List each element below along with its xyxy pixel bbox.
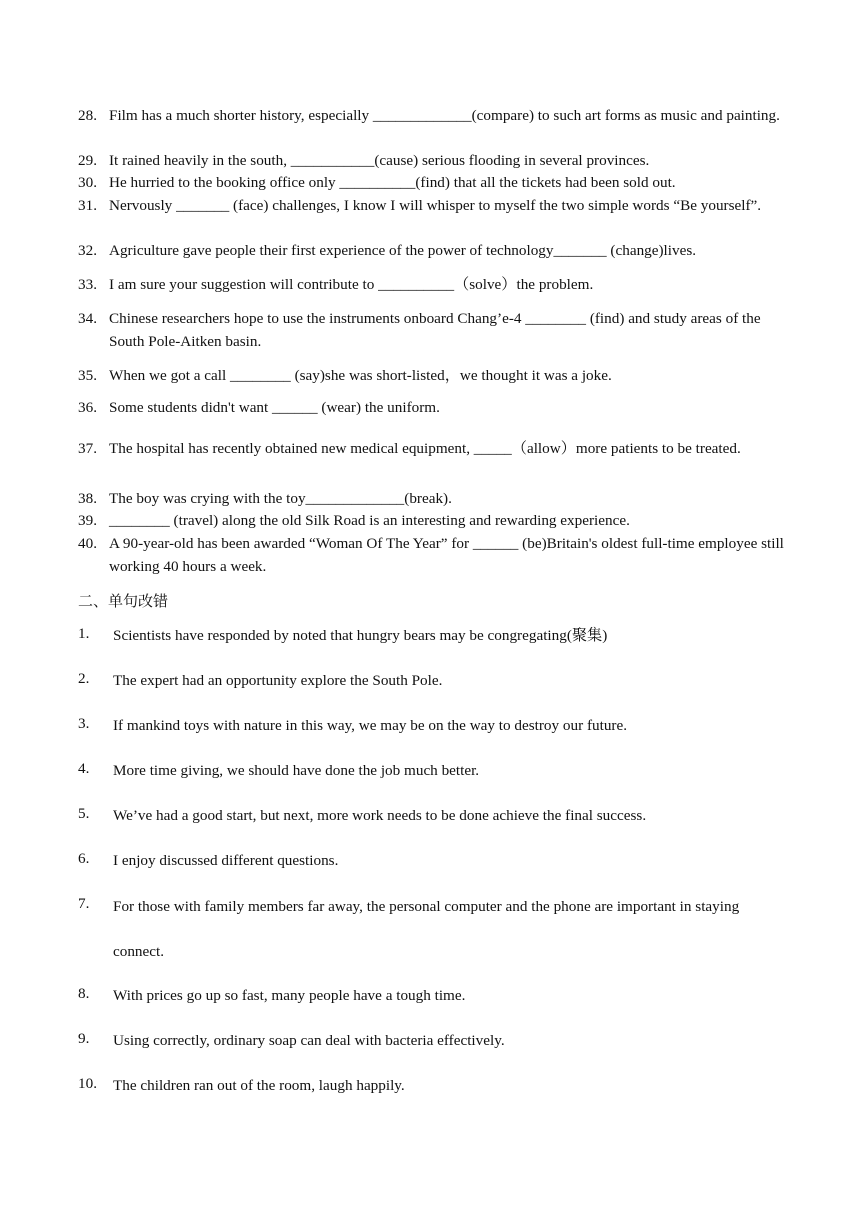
question-number: 28. — [78, 107, 97, 124]
correction-4 — [78, 760, 788, 782]
question-text: Nervously _______ (face) challenges, I know I will whisper to myself the two simple words “Be yourself”. — [109, 197, 762, 214]
question-38 — [78, 488, 788, 511]
question-number: 34. — [78, 310, 97, 327]
question-40 — [78, 533, 788, 578]
question-text: He hurried to the booking office only __________(find) that all the tickets had been sold out. — [109, 174, 676, 191]
question-text: The boy was crying with the toy_____________(break). — [109, 490, 452, 507]
question-text: I am sure your suggestion will contribute to __________（solve）the problem. — [109, 276, 594, 293]
question-number: 36. — [78, 399, 97, 416]
question-number: 32. — [78, 242, 97, 259]
question-text: Some students didn't want ______ (wear) the uniform. — [109, 399, 440, 416]
question-number: 29. — [78, 152, 97, 169]
correction-number: 3. — [78, 715, 90, 732]
correction-number: 10. — [78, 1075, 97, 1092]
question-text: When we got a call ________ (say)she was short-listed，we thought it was a joke. — [109, 367, 612, 384]
question-32 — [78, 240, 788, 263]
question-text: A 90-year-old has been awarded “Woman Of The Year” for ______ (be)Britain's oldest full-time employee still working 40 hours a week. — [109, 535, 784, 575]
question-number: 31. — [78, 197, 97, 214]
correction-text: The children ran out of the room, laugh happily. — [113, 1077, 405, 1094]
correction-text: We’ve had a good start, but next, more work needs to be done achieve the final success. — [113, 807, 647, 824]
correction-number: 1. — [78, 625, 90, 642]
correction-5 — [78, 805, 788, 827]
correction-number: 2. — [78, 670, 90, 687]
correction-number: 5. — [78, 805, 90, 822]
question-number: 35. — [78, 367, 97, 384]
question-number: 39. — [78, 512, 97, 529]
question-36 — [78, 397, 788, 420]
question-text: It rained heavily in the south, ___________(cause) serious flooding in several provinces. — [109, 152, 650, 169]
correction-2 — [78, 670, 788, 692]
correction-1 — [78, 625, 788, 647]
correction-number: 6. — [78, 850, 90, 867]
question-number: 33. — [78, 276, 97, 293]
correction-text: I enjoy discussed different questions. — [113, 852, 339, 869]
correction-text: Scientists have responded by noted that hungry bears may be congregating(聚集) — [113, 627, 608, 644]
correction-text: If mankind toys with nature in this way, we may be on the way to destroy our future. — [113, 717, 628, 734]
correction-10 — [78, 1075, 788, 1097]
question-text: The hospital has recently obtained new medical equipment, _____（allow）more patients to be treated. — [109, 440, 741, 457]
correction-text: More time giving, we should have done the job much better. — [113, 762, 480, 779]
correction-number: 7. — [78, 895, 90, 912]
question-33 — [78, 274, 788, 297]
correction-8 — [78, 985, 788, 1007]
question-text: ________ (travel) along the old Silk Road is an interesting and rewarding experience. — [109, 512, 630, 529]
question-number: 30. — [78, 174, 97, 191]
question-text: Chinese researchers hope to use the instruments onboard Chang’e-4 ________ (find) and study areas of the South Pole-Aitken basin. — [109, 310, 761, 350]
question-34 — [78, 308, 788, 353]
correction-3 — [78, 715, 788, 737]
correction-6 — [78, 850, 788, 872]
correction-9 — [78, 1030, 788, 1052]
question-35 — [78, 365, 788, 388]
question-number: 38. — [78, 490, 97, 507]
correction-text: The expert had an opportunity explore the South Pole. — [113, 672, 443, 689]
correction-7 — [78, 895, 788, 974]
correction-text: With prices go up so fast, many people have a tough time. — [113, 987, 466, 1004]
question-39 — [78, 510, 788, 533]
section-heading: 二、单句改错 — [78, 592, 169, 610]
question-number: 40. — [78, 535, 97, 552]
correction-text: For those with family members far away, the personal computer and the phone are important in staying connect. — [113, 898, 740, 960]
correction-text: Using correctly, ordinary soap can deal with bacteria effectively. — [113, 1032, 505, 1049]
question-37 — [78, 432, 788, 465]
correction-number: 9. — [78, 1030, 90, 1047]
question-text: Film has a much shorter history, especially _____________(compare) to such art forms as music and painting. — [109, 107, 780, 124]
question-31 — [78, 195, 788, 218]
correction-number: 4. — [78, 760, 90, 777]
question-29 — [78, 150, 788, 173]
correction-number: 8. — [78, 985, 90, 1002]
question-text: Agriculture gave people their first experience of the power of technology_______ (change)lives. — [109, 242, 697, 259]
question-28 — [78, 105, 788, 128]
question-30 — [78, 172, 788, 195]
question-number: 37. — [78, 440, 97, 457]
